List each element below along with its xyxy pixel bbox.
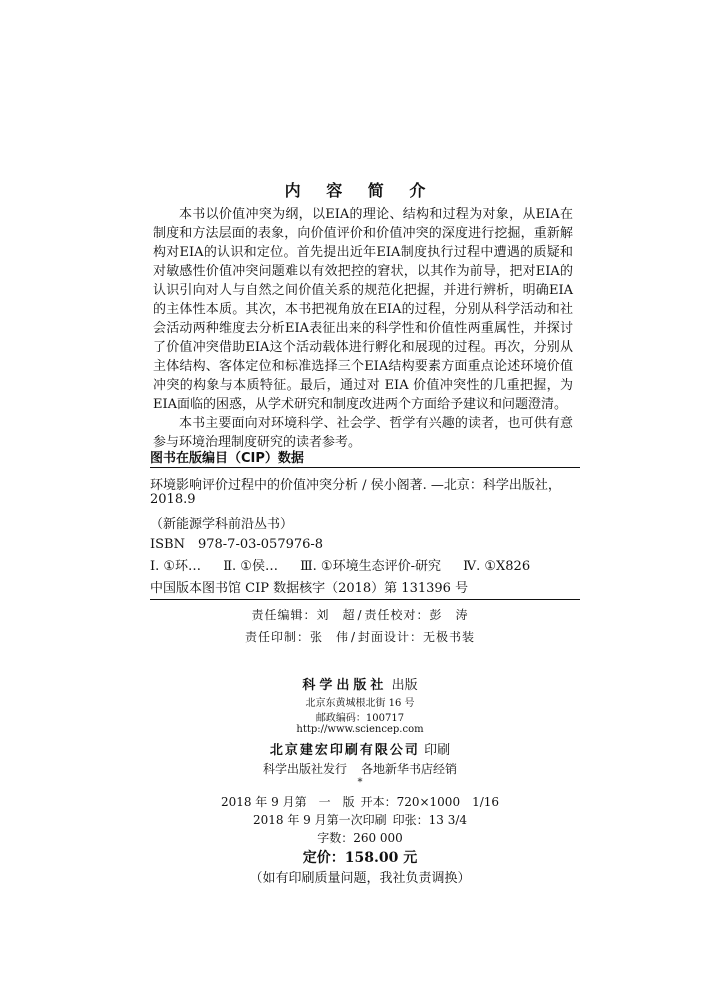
printing-label: 责任印制： [244,630,310,644]
printing-name: 张 伟 [309,630,349,644]
edition-line [0,793,720,810]
staff-line-1 [0,606,720,623]
proofreader-name: 彭 涛 [429,608,469,622]
publisher-postcode: 邮政编码：100717 [315,713,405,724]
classification-3: Ⅲ. ①环境生态评价-研究 [300,559,441,574]
cover-label: 封面设计： [358,630,424,644]
proofreader-label: 责任校对： [364,608,430,622]
classification-2: Ⅱ. ①侯… [223,559,278,574]
price-label: 定价： [302,850,345,866]
publisher-website: http://www.sciencep.com [296,724,424,735]
issuer: 科学出版社发行 [262,762,347,776]
printer-name: 北京建宏印刷有限公司 [269,743,420,758]
impression-date: 2018 年 9 月第一次印刷 [252,813,387,827]
word-count: 字数：260 000 [317,831,403,845]
cip-date-line: 2018.9 [150,492,196,507]
cip-heading: 图书在版编目（CIP）数据 [150,451,304,466]
summary-paragraph-1: 本书以价值冲突为纲，以EIA的理论、结构和过程为对象，从EIA在制度和方法层面的表象，向价值评价和价值冲突的深度进行挖掘，重新解构对EIA的认识和定位。首先提出近年EIA制度执行过程中遭遇的质疑和对敏感性价值冲突问题难以有效把控的窘状，以其作为前导，把对EIA的认识引向对人与自然之间价值关系的规范化把握，并进行辨析，明确EIA的主体性本质。其次，本书把视角放在EIA的过程，分别从科学活动和社会活动两种维度去分析EIA表征出来的科学性和价值性两重属性，并探讨了价值冲突借助EIA这个活动载体进行孵化和展现的过程。再次，分别从主体结构、客体定位和标准选择三个EIA结构要素方面重点论述环境价值冲突的构象与本质特征。最后，通过对 EIA 价值冲突性的几重把握，为EIA面临的困惑，从学术研究和制度改进两个方面给予建议和问题澄清。 [153,207,573,412]
editor-name: 刘 超 [316,608,356,622]
price-amount: 158.00 [344,850,399,866]
cip-isbn: ISBN 978-7-03-057976-8 [150,537,324,552]
staff-line-2 [0,628,720,645]
publisher-address: 北京东黄城根北街 16 号 [305,698,415,709]
printer-suffix: 印刷 [424,743,451,758]
staff-slash-2: / [350,630,357,644]
printer-line [0,739,720,758]
seller: 各地新华书店经销 [361,762,458,776]
distribution-line [0,760,720,777]
cip-title-line: 环境影响评价过程中的价值冲突分析 / 侯小阁著. —北京：科学出版社， [150,478,561,493]
cip-classifications [150,555,580,574]
cip-series: （新能源学科前沿丛书） [150,517,294,532]
page-title: 内 容 简 介 [284,181,436,200]
summary-paragraph-2: 本书主要面向对环境科学、社会学、哲学有兴趣的读者，也可供有意参与环境治理制度研究的读者参考。 [153,416,573,450]
publisher-suffix: 出版 [391,678,418,693]
publisher-line [0,674,720,693]
separator-star: * [357,777,363,788]
editor-label: 责任编辑： [251,608,317,622]
edition-date: 2018 年 9 月第 一 版 [220,795,355,809]
divider-top [150,467,580,468]
classification-1: Ⅰ. ①环… [150,559,202,574]
cip-verification: 中国版本图书馆 CIP 数据核字（2018）第 131396 号 [150,581,469,596]
divider-bottom [150,599,580,600]
quality-note: （如有印刷质量问题，我社负责调换） [249,871,471,886]
impression-sheets: 印张：13 3/4 [392,813,468,827]
price-unit: 元 [403,850,418,866]
publisher-name: 科学出版社 [302,678,388,693]
cover-name: 无极书装 [423,630,476,644]
staff-slash-1: / [357,608,363,622]
edition-format: 开本：720×1000 1/16 [360,795,500,809]
summary-block [153,205,573,452]
price-line [0,847,720,867]
impression-line [0,811,720,828]
classification-4: Ⅳ. ①X826 [463,559,531,574]
